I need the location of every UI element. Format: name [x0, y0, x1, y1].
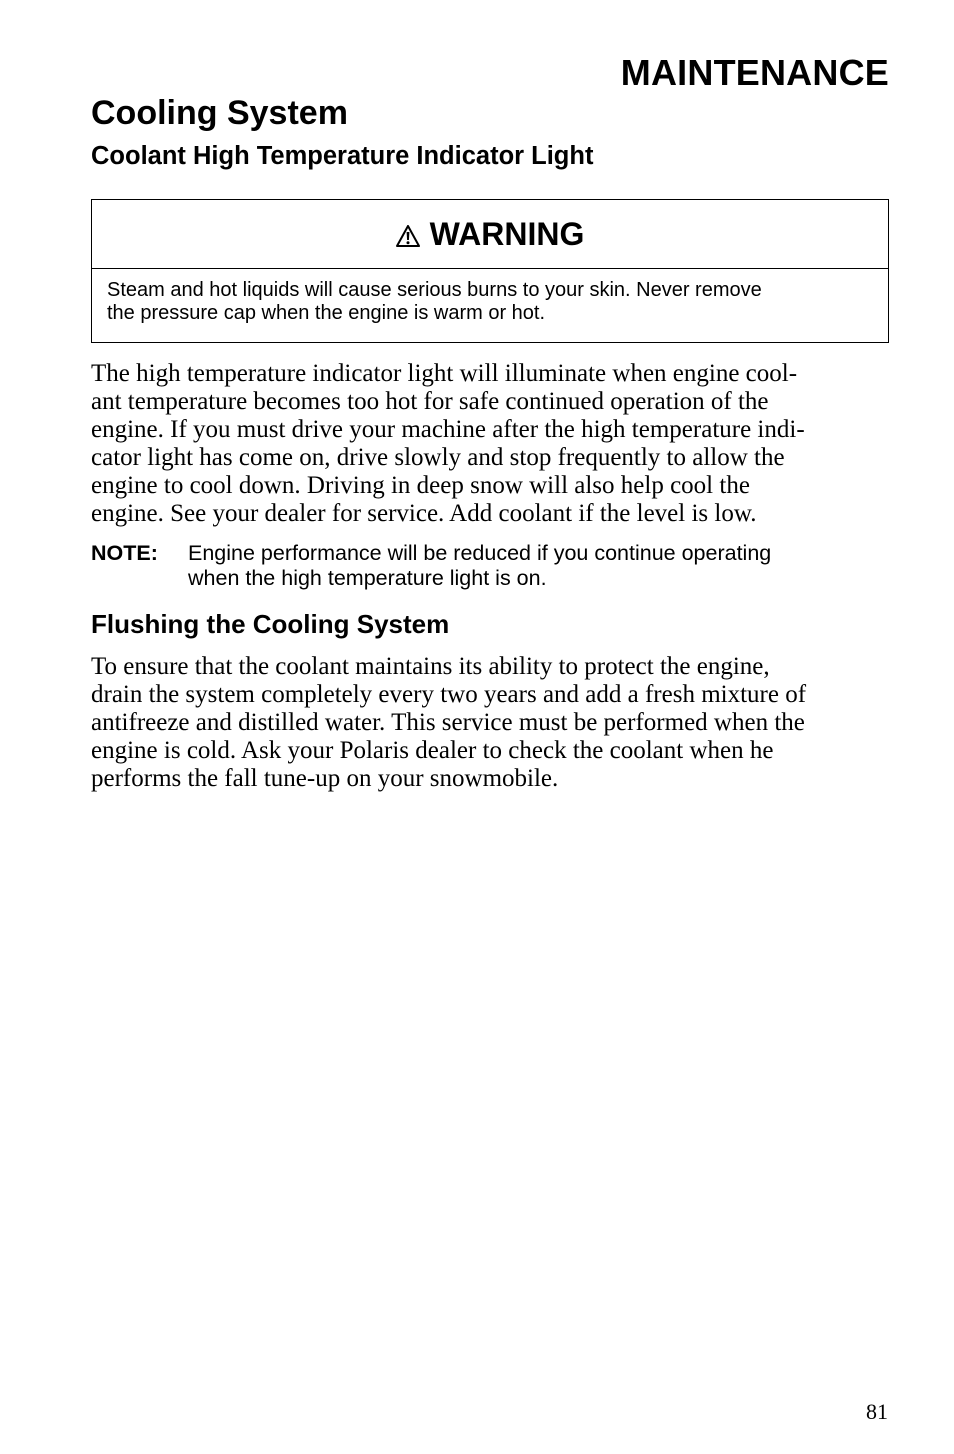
section-header: MAINTENANCE: [620, 52, 889, 93]
note: [91, 541, 889, 591]
paragraph-line: cator light has come on, drive slowly and stop frequently to allow the: [91, 444, 785, 471]
note-label: NOTE:: [91, 541, 158, 565]
warning-title: WARNING: [429, 215, 585, 252]
note-text: [188, 541, 889, 591]
warning-header: [92, 200, 888, 269]
paragraph-line: performs the fall tune-up on your snowmobile.: [91, 765, 559, 792]
flushing-section-title: Flushing the Cooling System: [91, 609, 450, 639]
paragraph-line: The high temperature indicator light will illuminate when engine cool-: [91, 360, 798, 387]
paragraph-line: To ensure that the coolant maintains its ability to protect the engine,: [91, 653, 770, 680]
paragraph-line: ant temperature becomes too hot for safe continued operation of the: [91, 388, 769, 415]
page-title: Cooling System: [91, 94, 348, 132]
indicator-paragraph: [91, 360, 889, 528]
warning-line: the pressure cap when the engine is warm or hot.: [107, 302, 546, 324]
paragraph-line: engine. See your dealer for service. Add coolant if the level is low.: [91, 500, 757, 527]
warning-line: Steam and hot liquids will cause serious burns to your skin. Never remove: [107, 279, 762, 301]
warning-text: [92, 269, 888, 325]
note-line: when the high temperature light is on.: [188, 566, 547, 590]
warning-triangle-icon: [396, 225, 420, 247]
paragraph-line: drain the system completely every two years and add a fresh mixture of: [91, 681, 807, 708]
paragraph-line: antifreeze and distilled water. This service must be performed when the: [91, 709, 805, 736]
paragraph-line: engine to cool down. Driving in deep snow will also help cool the: [91, 472, 750, 499]
paragraph-line: engine is cold. Ask your Polaris dealer to check the coolant when he: [91, 737, 774, 764]
subsection-title: Coolant High Temperature Indicator Light: [91, 142, 594, 170]
note-line: Engine performance will be reduced if you continue operating: [188, 541, 772, 565]
paragraph-line: engine. If you must drive your machine after the high temperature indi-: [91, 416, 805, 443]
flushing-paragraph: [91, 653, 889, 793]
page-number: 81: [866, 1399, 888, 1424]
warning-box: [91, 199, 889, 343]
